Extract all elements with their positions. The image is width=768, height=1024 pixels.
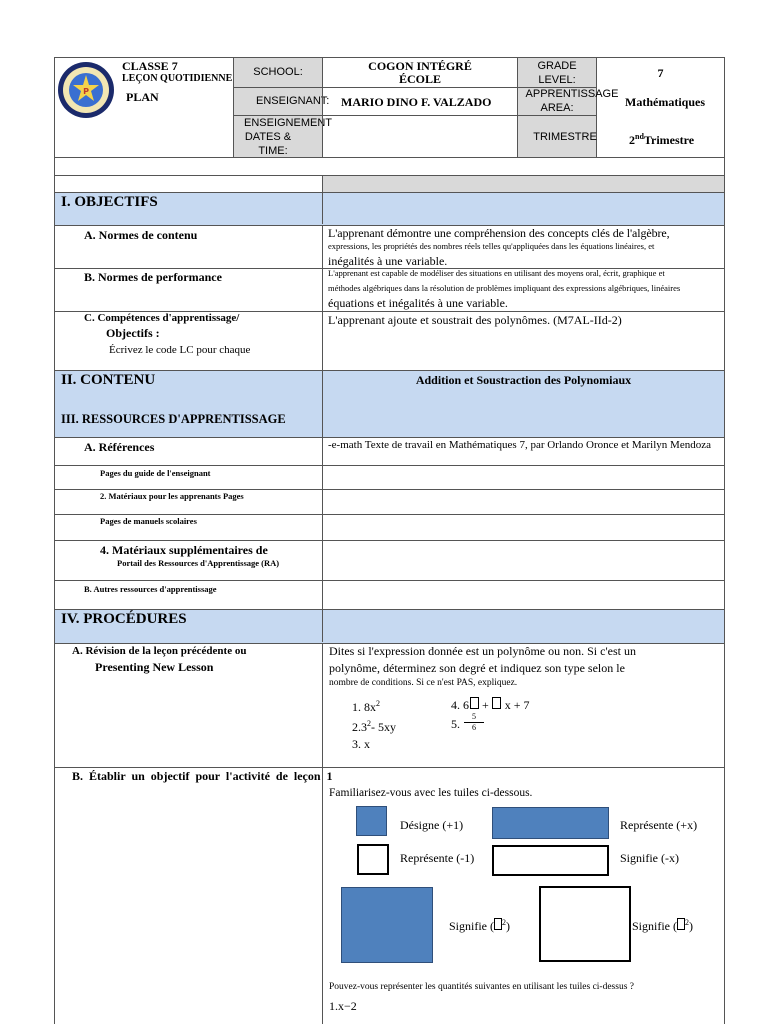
competences-value: L'apprenant ajoute et soustrait des polynômes. (M7AL-IId-2) — [328, 313, 622, 327]
expression-2 — [352, 717, 396, 734]
class-line: CLASSE 7 — [122, 59, 178, 73]
references-label: A. Références — [84, 440, 155, 454]
tile-positive-x-label: Représente (+x) — [620, 818, 698, 832]
section-procedures: IV. PROCÉDURES — [61, 611, 187, 627]
area-value: Mathématiques — [625, 95, 705, 109]
lr-portal-label: Portail des Ressources d'Apprentissage (RA) — [117, 558, 280, 568]
objectifs-label: Objectifs : — [106, 326, 160, 340]
expression-1-exp: 2 — [376, 699, 380, 708]
norms-performance-line-2: méthodes algébriques dans la résolution de problèmes impliquant des expressions algébriques, linéaires — [328, 283, 681, 293]
additional-materials-label: 4. Matériaux supplémentaires de — [100, 543, 268, 557]
norms-content-line-3: inégalités à une variable. — [328, 254, 448, 268]
row-line — [322, 192, 323, 224]
norms-performance-label: B. Normes de performance — [84, 270, 222, 284]
section-objectifs: I. OBJECTIFS — [61, 194, 158, 210]
x-squared-tile-positive — [341, 887, 433, 963]
tile-positive-one-label: Désigne (+1) — [400, 818, 464, 832]
question-1: 1.x−2 — [329, 999, 357, 1013]
tiles-question: Pouvez-vous représenter les quantités suivantes en utilisant les tuiles ci-dessus ? — [329, 982, 634, 992]
section-contenu: II. CONTENU — [61, 372, 156, 388]
references-value: -e-math Texte de travail en Mathématiques 7, par Orlando Oronce et Marilyn Mendoza — [328, 439, 711, 451]
placeholder-box-icon — [470, 697, 479, 709]
expression-1-base: 1. 8x — [352, 700, 376, 714]
x-tile-negative — [492, 845, 609, 876]
trimester-word: Trimestre — [643, 133, 695, 147]
contenu-value: Addition et Soustraction des Polynomiaux — [415, 373, 632, 387]
learner-materials-pages: 2. Matériaux pour les apprenants Pages — [100, 491, 244, 501]
expression-4 — [451, 697, 530, 712]
expression-4-base: 4. 6 — [451, 698, 469, 712]
trimester-number: 2 — [629, 133, 635, 147]
teacher-guide-pages: Pages du guide de l'enseignant — [100, 468, 211, 478]
tile-negative-x-squared-text: Signifie ( — [632, 919, 677, 933]
expression-3: 3. x — [352, 737, 370, 751]
objective-activity-label: B. Établir un objectif pour l'activité de leçon 1 — [72, 769, 333, 783]
fraction-denominator: 6 — [472, 723, 476, 732]
grade-label-1: GRADE — [537, 60, 577, 72]
area-label-1: APPRENTISSAGE — [525, 88, 619, 100]
review-text-2: polynôme, déterminez son degré et indiquez son type selon le — [329, 661, 625, 675]
norms-content-line-1: L'apprenant démontre une compréhension des concepts clés de l'algèbre, — [328, 226, 670, 240]
placeholder-box-icon — [677, 918, 685, 930]
expression-2-base: 2.3 — [352, 720, 367, 734]
trimester-label: TRIMESTRE — [533, 131, 597, 143]
closing-paren: ) — [689, 919, 693, 933]
row-line — [322, 609, 323, 642]
dates-label-1: ENSEIGNEMENT — [243, 117, 332, 129]
tile-negative-x-squared-label — [632, 916, 693, 933]
closing-paren: ) — [506, 919, 510, 933]
tile-negative-x-label: Signifie (-x) — [620, 851, 679, 865]
grade-label-2: LEVEL: — [538, 74, 576, 86]
row-line — [54, 540, 725, 541]
x-tile-positive — [492, 807, 609, 839]
body-left-border — [54, 158, 55, 1024]
review-text-1: Dites si l'expression donnée est un polynôme ou non. Si c'est un — [329, 644, 636, 658]
lc-code-instruction: Écrivez le code LC pour chaque — [109, 344, 251, 356]
norms-content-line-2: expressions, les propriétés des nombres réels telles qu'appliquées dans les équations linéaires, et — [328, 241, 655, 251]
teacher-label: ENSEIGNANT: — [256, 95, 330, 107]
fraction-numerator: 5 — [464, 712, 484, 723]
row-line — [54, 465, 725, 466]
svg-text:P: P — [83, 87, 89, 96]
section-ressources: III. RESSOURCES D'APPRENTISSAGE — [61, 412, 286, 426]
norms-performance-line-1: L'apprenant est capable de modéliser des situations en utilisant des moyens oral, écrit, graphique et — [328, 268, 665, 278]
expression-1 — [352, 697, 380, 714]
plan-line: PLAN — [126, 90, 159, 104]
unit-tile-negative — [357, 844, 389, 875]
norms-content-label: A. Normes de contenu — [84, 228, 198, 242]
squared-exponent: 2 — [685, 918, 689, 927]
expression-2-rest: - 5xy — [371, 720, 396, 734]
area-label-2: AREA: — [540, 102, 574, 114]
school-value-2: ÉCOLE — [398, 72, 441, 86]
expression-5-fraction — [464, 712, 484, 733]
tile-negative-one-label: Représente (-1) — [400, 851, 475, 865]
column-divider — [322, 175, 323, 1024]
expression-4-mid: + — [479, 698, 492, 712]
squared-exponent: 2 — [502, 918, 506, 927]
row-line — [54, 580, 725, 581]
lecon-line: LEÇON QUOTIDIENNE — [122, 73, 233, 84]
row-line — [54, 767, 725, 768]
row-line — [322, 410, 323, 437]
dates-label-2: DATES & — [244, 131, 292, 143]
trimester-value — [629, 130, 694, 147]
review-label-1: A. Révision de la leçon précédente ou — [72, 645, 247, 657]
grade-value: 7 — [657, 66, 664, 80]
school-label: SCHOOL: — [253, 66, 303, 78]
dates-value-cell — [322, 115, 518, 158]
review-label-2: Presenting New Lesson — [95, 660, 214, 674]
teacher-value: MARIO DINO F. VALZADO — [341, 95, 492, 109]
placeholder-box-icon — [494, 918, 502, 930]
tile-positive-x-squared-label — [449, 916, 510, 933]
norms-performance-line-3: équations et inégalités à une variable. — [328, 296, 508, 310]
placeholder-box-icon — [492, 697, 501, 709]
competences-label: C. Compétences d'apprentissage/ — [84, 312, 240, 324]
textbook-pages: Pages de manuels scolaires — [100, 516, 197, 526]
other-resources-label: B. Autres ressources d'apprentissage — [84, 584, 217, 594]
school-value-1: COGON INTÉGRÉ — [368, 59, 472, 73]
x-squared-tile-negative — [539, 886, 631, 962]
expression-4-end: x + 7 — [504, 698, 530, 712]
deped-seal-logo — [56, 61, 116, 119]
expression-2-exp: 2 — [367, 719, 371, 728]
dates-label-3: TIME: — [258, 145, 288, 157]
review-text-3: nombre de conditions. Si ce n'est PAS, expliquez. — [329, 678, 518, 688]
body-right-border — [724, 158, 725, 1024]
expression-5: 5. — [451, 717, 460, 731]
tiles-intro: Familiarisez-vous avec les tuiles ci-dessous. — [329, 787, 533, 799]
gray-spacer-cell — [323, 176, 724, 192]
tile-positive-x-squared-text: Signifie ( — [449, 919, 494, 933]
unit-tile-positive — [356, 806, 387, 836]
trimester-suffix: nd — [635, 132, 644, 141]
row-line — [54, 489, 725, 490]
row-line — [54, 514, 725, 515]
